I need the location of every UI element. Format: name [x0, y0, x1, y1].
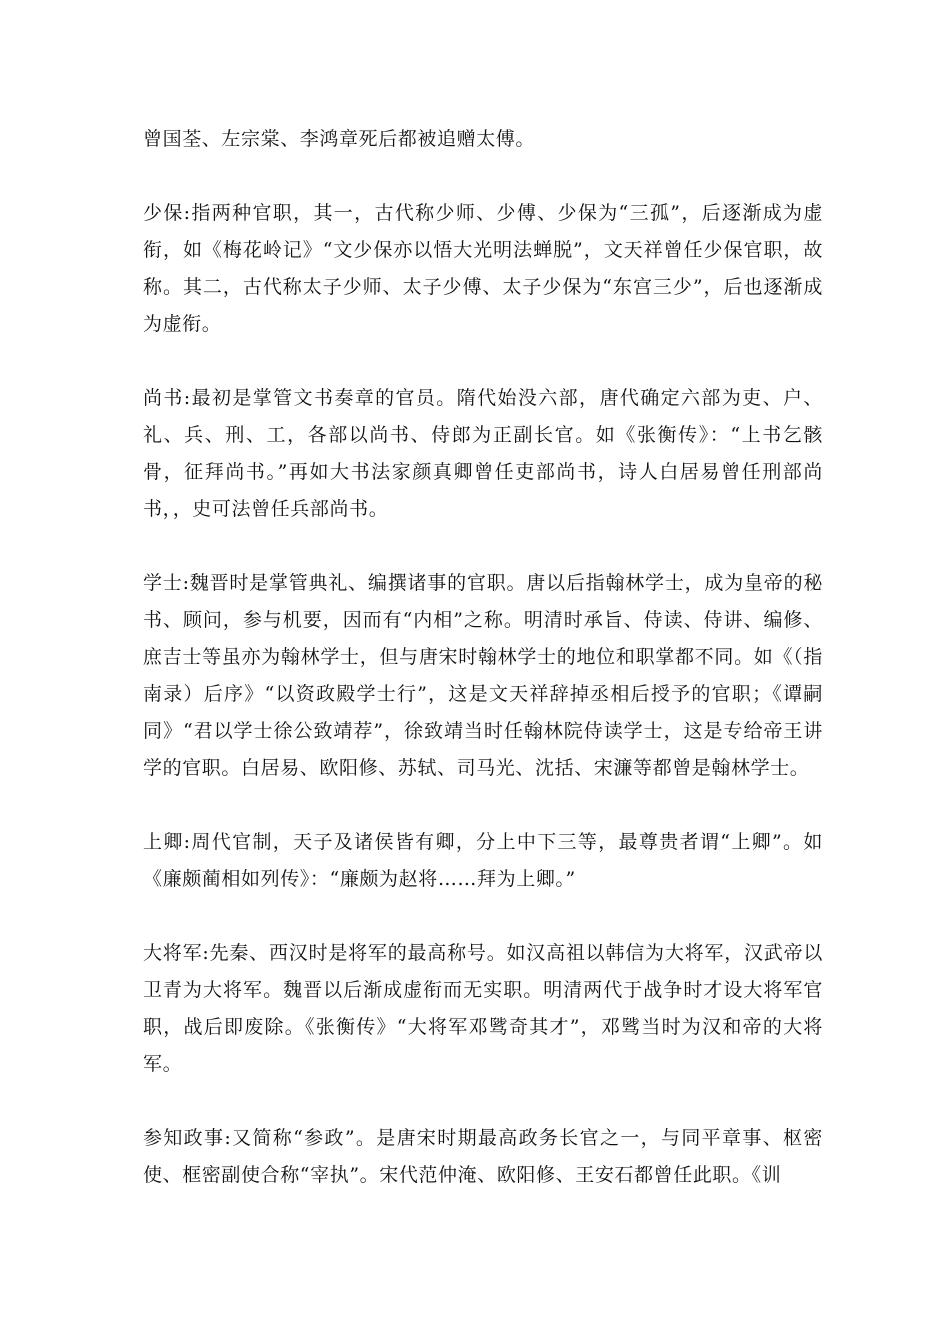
document-page — [143, 121, 823, 1231]
paragraph-shangshu: 尚书:最初是掌管文书奏章的官员。隋代始没六部，唐代确定六部为吏、户、礼、兵、刑、工，各部以尚书、侍郎为正副长官。如《张衡传》：“上书乞骸骨，征拜尚书。”再如大书法家颜真卿曾任吏部尚书，诗人白居易曾任刑部尚书，，史可法曾任兵部尚书。 — [143, 387, 823, 520]
paragraph-dajiangjun: 大将军:先秦、西汉时是将军的最高称号。如汉高祖以韩信为大将军，汉武帝以卫青为大将军。魏晋以后渐成虚衔而无实职。明清两代于战争时才设大将军官职，战后即废除。《张衡传》“大将军邓骘奇其才”，邓骘当时为汉和帝的大将军。 — [143, 942, 823, 1075]
paragraph-xueshi: 学士:魏晋时是掌管典礼、编撰诸事的官职。唐以后指翰林学士，成为皇帝的秘书、顾问，参与机要，因而有“内相”之称。明清时承旨、侍读、侍讲、编修、庶吉士等虽亦为翰林学士，但与唐宋时翰林学士的地位和职掌都不同。如《（指南录）后序》“以资政殿学士行”，这是文天祥辞掉丞相后授予的官职；《谭嗣同》“君以学士徐公致靖荐”，徐致靖当时任翰林院侍读学士，这是专给帝王讲学的官职。白居易、欧阳修、苏轼、司马光、沈括、宋濂等都曾是翰林学士。 — [143, 572, 823, 779]
paragraph-taifu-ending: 曾国荃、左宗棠、李鸿章死后都被追赠太傅。 — [143, 128, 536, 150]
paragraph-shaobao: 少保:指两种官职，其一，古代称少师、少傅、少保为“三孤”，后逐渐成为虚衔，如《梅花岭记》“文少保亦以悟大光明法蝉脱”，文天祥曾任少保官职，故称。其二，古代称太子少师、太子少傅、太子少保为“东宫三少”，后也逐渐成为虚衔。 — [143, 202, 823, 335]
paragraph-shangqing: 上卿:周代官制，天子及诸侯皆有卿，分上中下三等，最尊贵者谓“上卿”。如《廉颇蔺相如列传》：“廉颇为赵将……拜为上卿。” — [143, 831, 823, 890]
paragraph-canzhizhengshi: 参知政事:又简称“参政”。是唐宋时期最高政务长官之一，与同平章事、枢密使、框密副使合称“宰执”。宋代范仲淹、欧阳修、王安石都曾任此职。《训 — [143, 1127, 823, 1186]
